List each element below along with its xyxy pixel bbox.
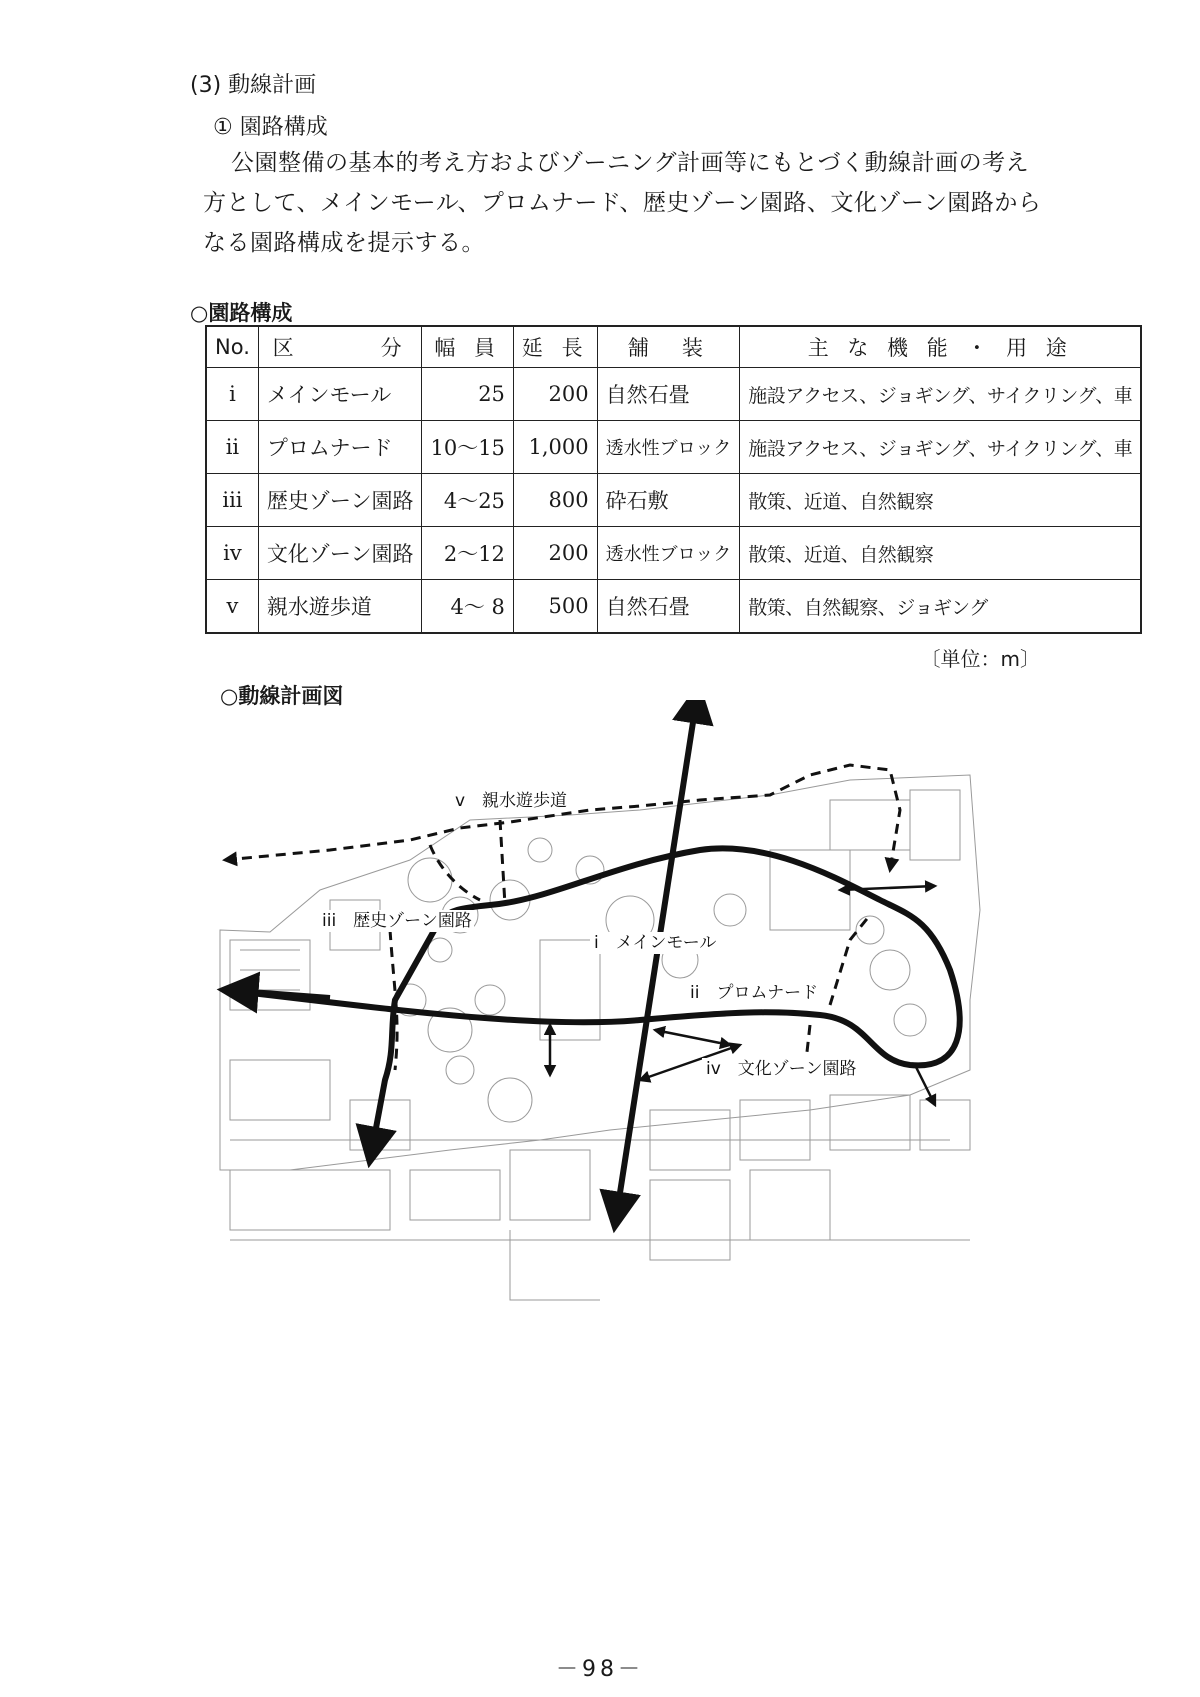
row-name: プロムナード (258, 421, 422, 474)
row-width: 25 (422, 368, 513, 421)
access-arrow-culture-1 (655, 1030, 730, 1045)
intro-paragraph-text: 公園整備の基本的考え方およびゾーニング計画等にもとづく動線計画の考え方として、メインモール、プロムナード、歴史ゾーン園路、文化ゾーン園路からなる園路構成を提示する。 (203, 150, 1042, 256)
history-zone-path (390, 820, 505, 1070)
unit-note: 〔単位：m〕 (920, 647, 1040, 671)
waterside-promenade-path (225, 765, 900, 870)
row-length: 200 (513, 368, 597, 421)
table-row (206, 368, 1141, 421)
table-header-row (206, 326, 1141, 368)
col-header-name: 区 分 (258, 326, 422, 368)
label-iv: iv 文化ゾーン園路 (706, 1059, 857, 1079)
table-caption: ○園路構成 (190, 301, 293, 325)
row-length: 1,000 (513, 421, 597, 474)
row-function: 施設アクセス、ジョギング、サイクリング、車 (740, 421, 1141, 474)
row-length: 200 (513, 527, 597, 580)
row-no: i (206, 368, 258, 421)
col-header-length: 延 長 (513, 326, 597, 368)
col-header-no: No. (206, 326, 258, 368)
row-function: 散策、近道、自然観察 (740, 527, 1141, 580)
map-caption: ○動線計画図 (220, 684, 344, 708)
table-row (206, 580, 1141, 634)
table-row (206, 527, 1141, 580)
label-i: i メインモール (594, 933, 717, 953)
intro-paragraph (203, 143, 1043, 263)
row-width: 4〜 8 (422, 580, 513, 634)
table-row (206, 474, 1141, 527)
circulation-plan-map (210, 700, 1080, 1350)
row-length: 500 (513, 580, 597, 634)
row-paving: 自然石畳 (597, 580, 740, 634)
section-heading: (3) 動線計画 (190, 73, 317, 98)
col-header-paving: 舗 装 (597, 326, 740, 368)
promenade-path (225, 848, 960, 1160)
row-paving: 自然石畳 (597, 368, 740, 421)
row-width: 2〜12 (422, 527, 513, 580)
row-name: メインモール (258, 368, 422, 421)
row-function: 施設アクセス、ジョギング、サイクリング、車 (740, 368, 1141, 421)
label-iii: iii 歴史ゾーン園路 (322, 911, 472, 931)
row-name: 歴史ゾーン園路 (258, 474, 422, 527)
row-function: 散策、近道、自然観察 (740, 474, 1141, 527)
page-number: －98－ (556, 1657, 644, 1682)
label-v: v 親水遊歩道 (455, 791, 568, 811)
row-no: v (206, 580, 258, 634)
col-header-width: 幅 員 (422, 326, 513, 368)
subsection-heading: ① 園路構成 (213, 115, 328, 140)
row-no: iii (206, 474, 258, 527)
row-name: 親水遊歩道 (258, 580, 422, 634)
row-paving: 砕石敷 (597, 474, 740, 527)
route-table (205, 325, 1142, 634)
row-name: 文化ゾーン園路 (258, 527, 422, 580)
row-width: 10〜15 (422, 421, 513, 474)
access-arrow-southeast (915, 1065, 935, 1105)
row-no: iv (206, 527, 258, 580)
row-length: 800 (513, 474, 597, 527)
row-paving: 透水性ブロック (597, 421, 740, 474)
row-function: 散策、自然観察、ジョギング (740, 580, 1141, 634)
row-paving: 透水性ブロック (597, 527, 740, 580)
table-row (206, 421, 1141, 474)
promenade-west-arrow (225, 990, 330, 998)
col-header-function: 主 な 機 能 ・ 用 途 (740, 326, 1141, 368)
label-ii: ii プロムナード (690, 983, 819, 1003)
main-mall-path (615, 700, 698, 1225)
row-no: ii (206, 421, 258, 474)
row-width: 4〜25 (422, 474, 513, 527)
